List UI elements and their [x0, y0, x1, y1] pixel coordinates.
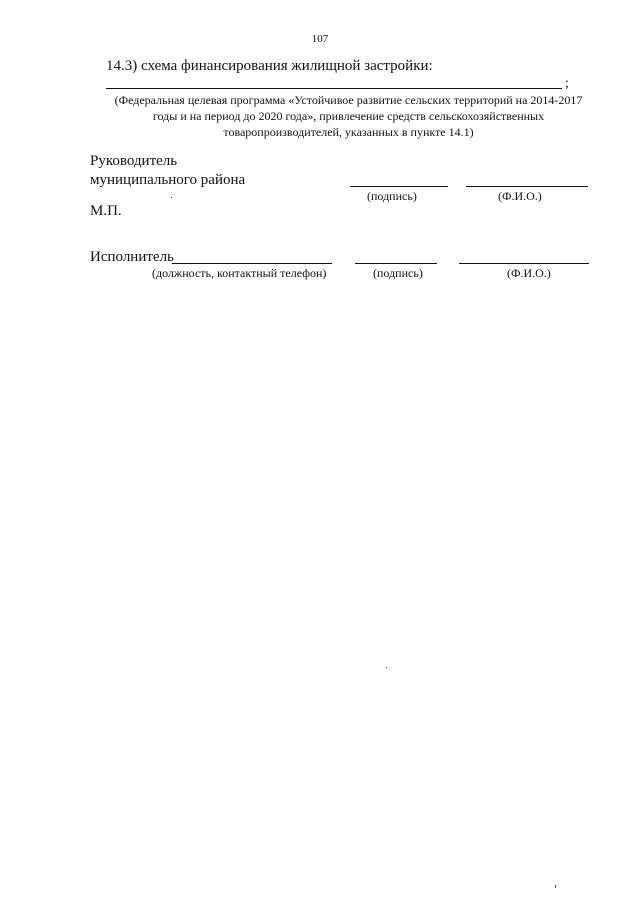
- executor-label: Исполнитель: [90, 249, 174, 265]
- head-title-line1: Руководитель: [90, 153, 178, 169]
- executor-name-caption: (Ф.И.О.): [507, 266, 551, 280]
- scan-speck: [555, 885, 556, 888]
- scan-speck: [386, 667, 387, 668]
- financing-scheme-input-line[interactable]: [106, 88, 562, 89]
- line-terminator: ;: [565, 76, 569, 91]
- scan-speck: [171, 197, 172, 198]
- executor-signature-line[interactable]: [355, 263, 437, 264]
- section-heading: 14.3) схема финансирования жилищной застройки:: [106, 58, 433, 74]
- section-note: (Федеральная целевая программа «Устойчивое развитие сельских территорий на 2014-2017 годы и на период до 2020 года», привлечение средств сельскохозяйственных товаропроизводителей, указанных в пункте 14.1): [114, 93, 583, 139]
- page-number: 107: [311, 33, 329, 45]
- head-name-line[interactable]: [466, 186, 588, 187]
- executor-name-line[interactable]: [459, 263, 589, 264]
- head-signature-caption: (подпись): [367, 189, 417, 203]
- executor-signature-caption: (подпись): [373, 266, 423, 280]
- executor-position-line[interactable]: [172, 263, 332, 264]
- stamp-label: М.П.: [90, 203, 122, 219]
- head-signature-line[interactable]: [350, 186, 448, 187]
- head-name-caption: (Ф.И.О.): [498, 189, 542, 203]
- head-title-line2: муниципального района: [90, 172, 246, 188]
- executor-position-caption: (должность, контактный телефон): [152, 266, 327, 280]
